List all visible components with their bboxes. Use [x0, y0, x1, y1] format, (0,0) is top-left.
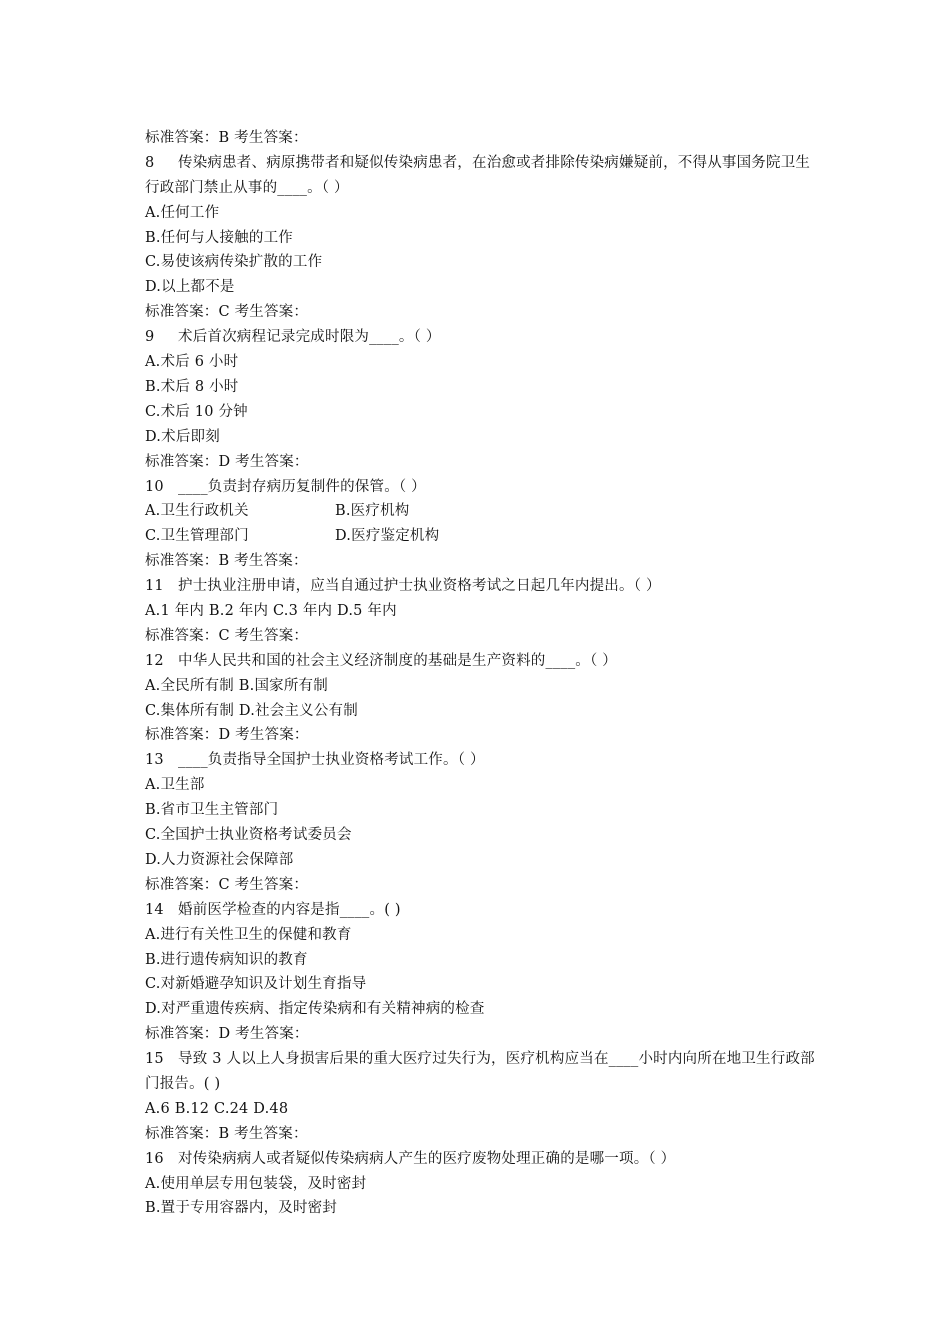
option-line: D.以上都不是 — [145, 279, 235, 296]
option-line: B.省市卫生主管部门 — [145, 802, 279, 819]
option-line: A.全民所有制 B.国家所有制 — [145, 677, 328, 694]
option-row — [145, 524, 815, 549]
option-line: B.置于专用容器内，及时密封 — [145, 1200, 338, 1217]
answer-line: 标准答案：B 考生答案： — [145, 1125, 308, 1142]
answer-line: 标准答案：B 考生答案： — [145, 130, 308, 146]
question-number: 16 — [145, 1150, 164, 1167]
option-right: B.医疗机构 — [335, 503, 410, 520]
question-number: 11 — [145, 578, 164, 595]
question-text: 中华人民共和国的社会主义经济制度的基础是生产资料的____。（ ） — [178, 652, 617, 669]
question-number: 10 — [145, 478, 164, 495]
option-line: D.术后即刻 — [145, 428, 220, 445]
option-line: C.集体所有制 D.社会主义公有制 — [145, 702, 358, 719]
question-number: 8 — [145, 154, 155, 171]
question-stem — [145, 748, 815, 773]
option-line: B.任何与人接触的工作 — [145, 229, 293, 246]
option-line: C.对新婚避孕知识及计划生育指导 — [145, 976, 367, 993]
question-stem — [145, 898, 815, 923]
option-line: A.卫生部 — [145, 777, 205, 794]
question-stem — [145, 325, 815, 350]
option-line: C.全国护士执业资格考试委员会 — [145, 827, 352, 844]
option-line: A.6 B.12 C.24 D.48 — [145, 1100, 289, 1117]
answer-line: 标准答案：B 考生答案： — [145, 553, 308, 570]
question-text: 护士执业注册申请，应当自通过护士执业资格考试之日起几年内提出。（ ） — [178, 578, 661, 595]
option-line: A.使用单层专用包装袋，及时密封 — [145, 1175, 367, 1192]
question-number: 9 — [145, 329, 155, 346]
question-stem — [145, 475, 815, 500]
option-line: A.术后 6 小时 — [145, 354, 239, 371]
answer-line: 标准答案：C 考生答案： — [145, 627, 309, 644]
option-line: B.术后 8 小时 — [145, 378, 239, 395]
option-row — [145, 499, 815, 524]
answer-line: 标准答案：D 考生答案： — [145, 453, 309, 470]
question-text: 对传染病病人或者疑似传染病病人产生的医疗废物处理正确的是哪一项。（ ） — [178, 1150, 676, 1167]
option-line: C.易使该病传染扩散的工作 — [145, 254, 323, 271]
document-body — [145, 126, 815, 1221]
answer-line: 标准答案：D 考生答案： — [145, 727, 309, 744]
question-text: 术后首次病程记录完成时限为____。（ ） — [178, 329, 441, 346]
option-line: A.任何工作 — [145, 204, 220, 221]
question-number: 15 — [145, 1051, 164, 1068]
question-stem — [145, 574, 815, 599]
answer-line: 标准答案：C 考生答案： — [145, 304, 309, 321]
option-line: A.进行有关性卫生的保健和教育 — [145, 926, 352, 943]
option-line: A.1 年内 B.2 年内 C.3 年内 D.5 年内 — [145, 603, 397, 619]
question-text: ____负责指导全国护士执业资格考试工作。（ ） — [178, 752, 485, 769]
answer-line: 标准答案：D 考生答案： — [145, 1026, 309, 1043]
option-left: C.卫生管理部门 — [145, 528, 249, 545]
question-stem — [145, 151, 815, 201]
question-stem — [145, 1047, 815, 1097]
question-text: 婚前医学检查的内容是指____。( ) — [178, 901, 401, 918]
question-text: 导致 3 人以上人身损害后果的重大医疗过失行为，医疗机构应当在____小时内向所在地卫生行政部门报告。( ) — [145, 1051, 815, 1092]
question-number: 12 — [145, 652, 164, 669]
option-line: C.术后 10 分钟 — [145, 403, 248, 420]
question-stem — [145, 649, 815, 674]
option-left: A.卫生行政机关 — [145, 503, 249, 520]
option-line: D.对严重遗传疾病、指定传染病和有关精神病的检查 — [145, 1001, 485, 1018]
option-right: D.医疗鉴定机构 — [335, 528, 440, 545]
question-text: 传染病患者、病原携带者和疑似传染病患者，在治愈或者排除传染病嫌疑前，不得从事国务院卫生行政部门禁止从事的____。（ ） — [145, 154, 811, 196]
question-number: 13 — [145, 752, 164, 769]
question-stem — [145, 1147, 815, 1172]
option-line: B.进行遗传病知识的教育 — [145, 951, 308, 968]
answer-line: 标准答案：C 考生答案： — [145, 876, 309, 893]
question-number: 14 — [145, 901, 164, 918]
question-text: ____负责封存病历复制件的保管。（ ） — [178, 478, 426, 495]
option-line: D.人力资源社会保障部 — [145, 851, 294, 868]
